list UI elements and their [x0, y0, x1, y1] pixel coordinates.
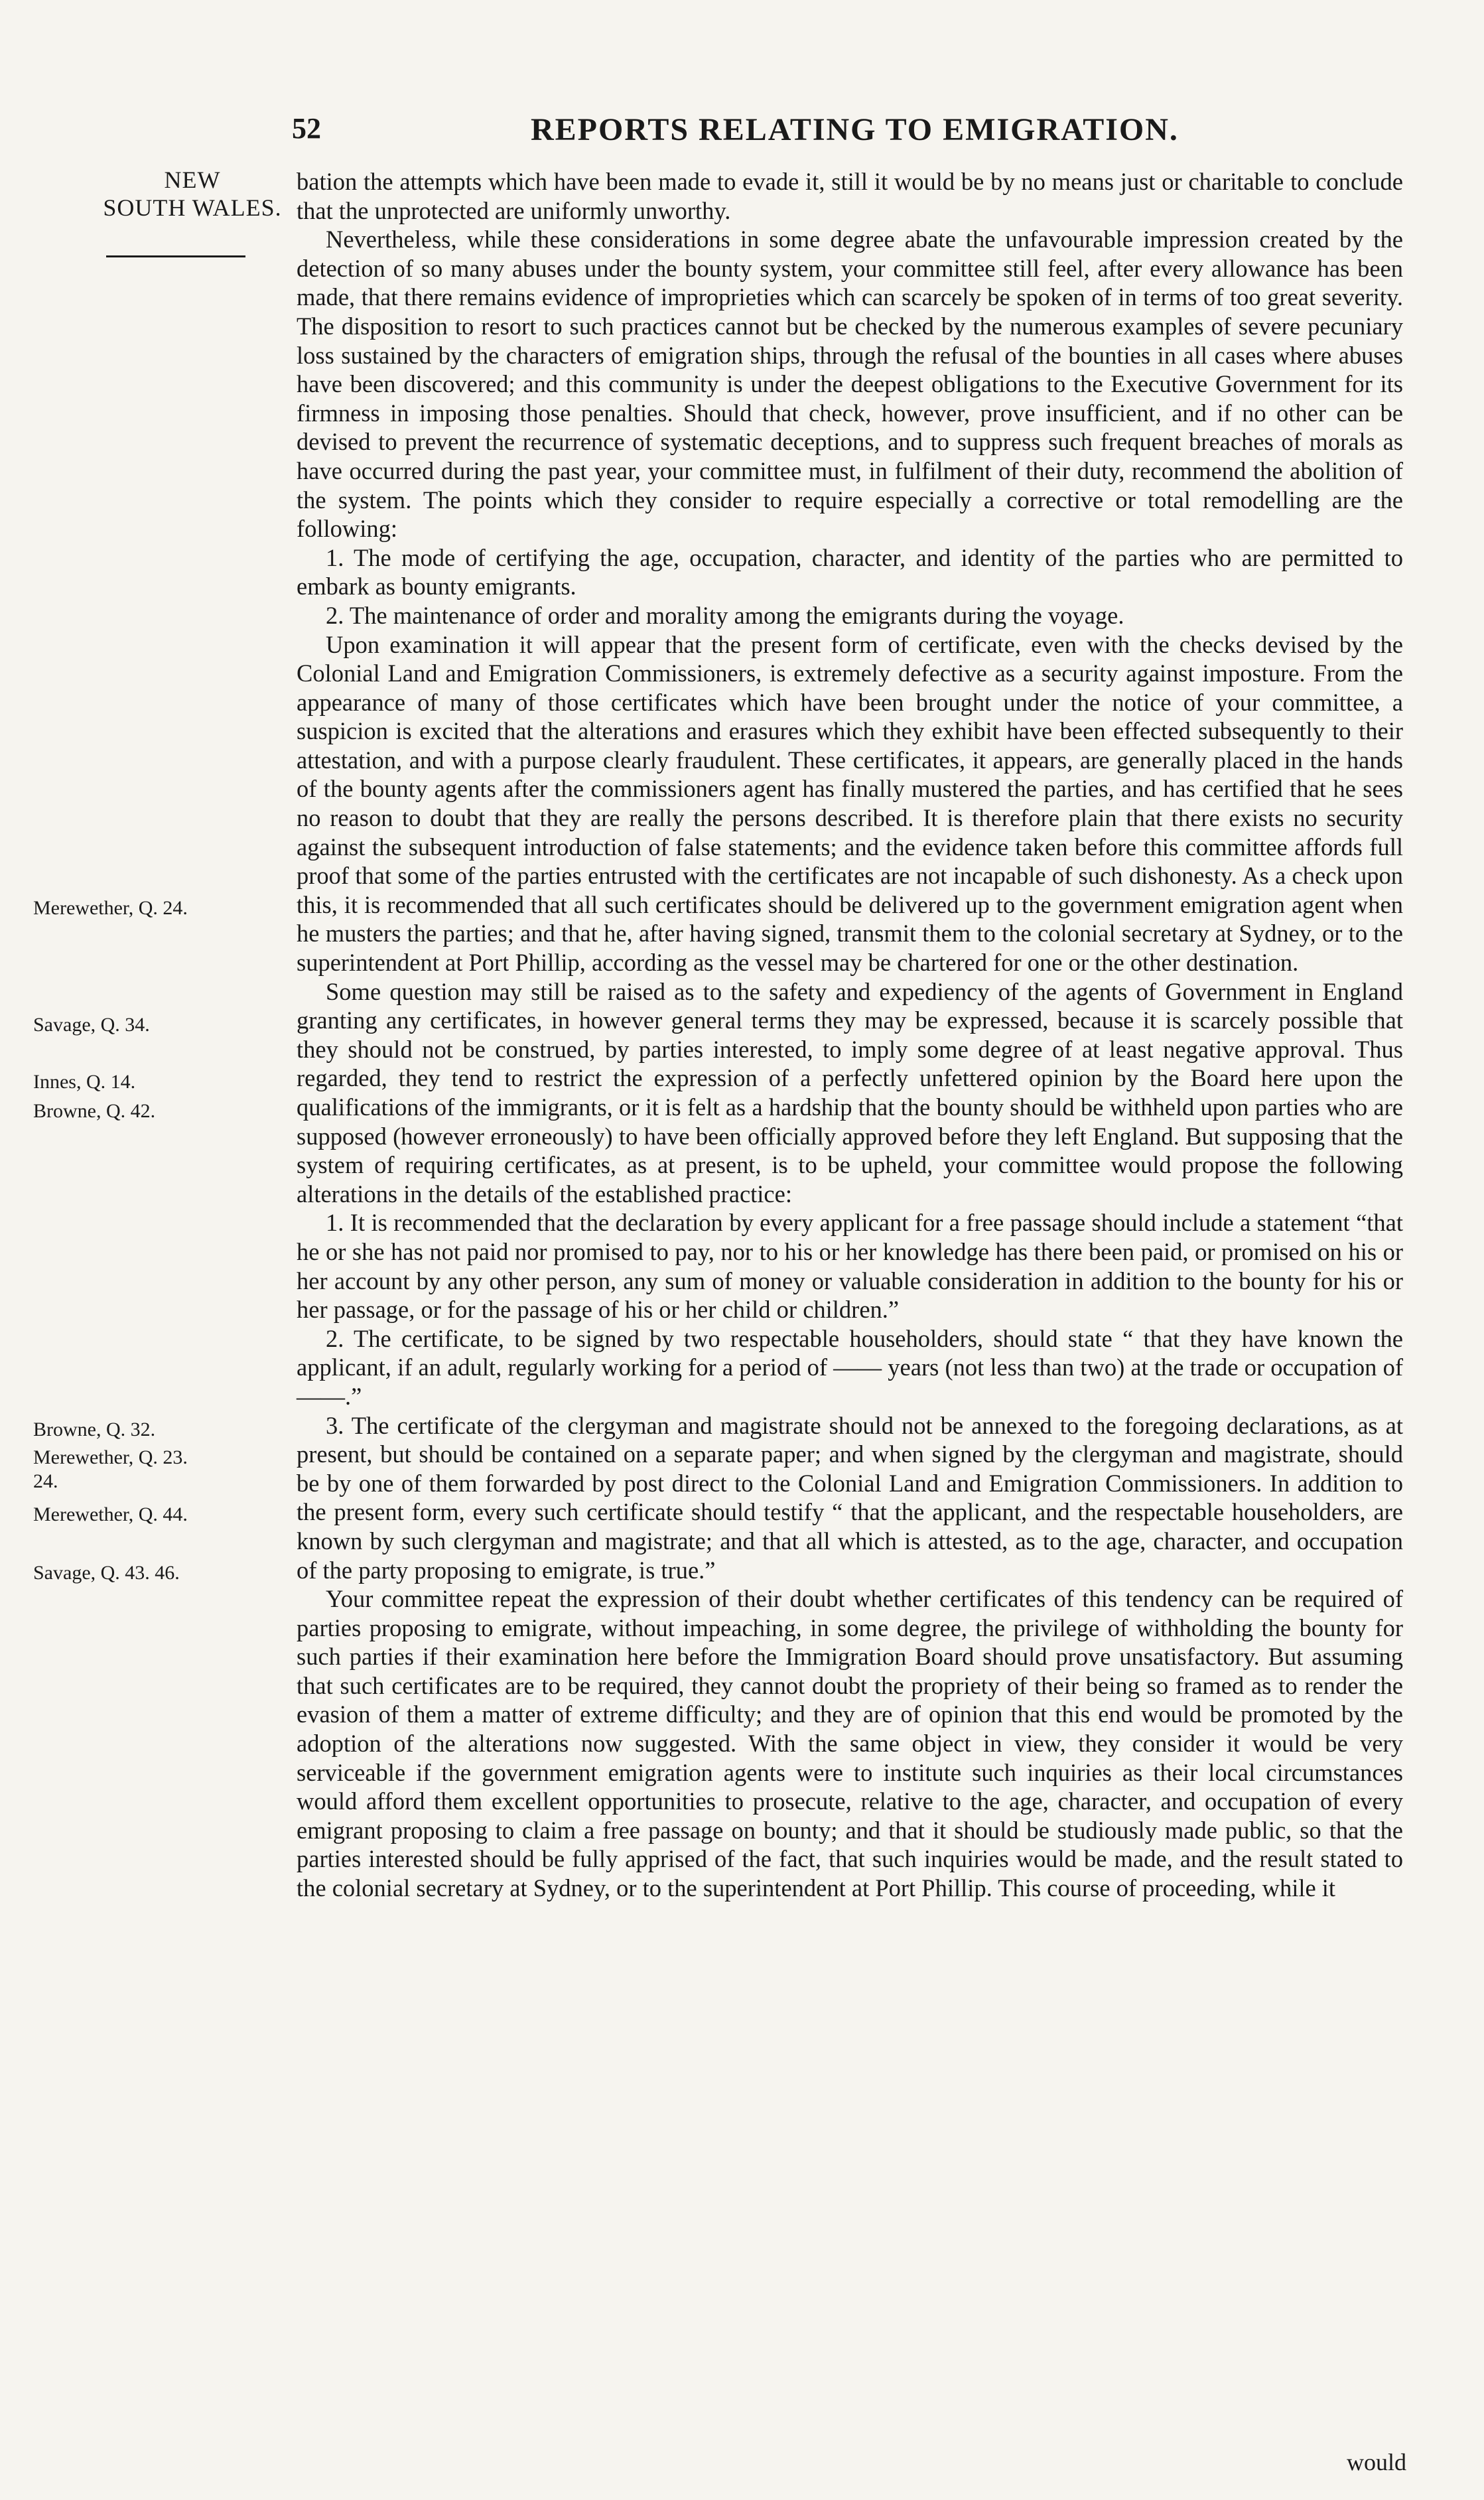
paragraph: Nevertheless, while these considerations in some degree abate the unfavourable impression created by the detection of so many abuses under the bounty system, your committee still feel, after every allowance has been made, that there remains evidence of improprieties which can scarcely be spoken of in terms of too great severity. The disposition to resort to such practices cannot but be checked by the numerous examples of severe pecuniary loss sustained by the characters of emigration ships, through the refusal of the bounties in all cases where abuses have been discovered; and this community is under the deepest obligations to the Executive Government for its firmness in imposing those penalties. Should that check, however, prove insufficient, and if no other can be devised to prevent the recurrence of systematic deceptions, and to suppress such frequent breaches of morals as have occurred during the past year, your committee must, in fulfilment of their duty, recommend the abolition of the system. The points which they consider to require especially a corrective or total remodelling are the following: [297, 226, 1403, 543]
catchword: would [1347, 2449, 1406, 2475]
region-label-line-2: SOUTH WALES. [103, 194, 282, 221]
paragraph: 1. It is recommended that the declaration by every applicant for a free passage should include a statement “that he or she has not paid nor promised to pay, nor to his or her knowledge has there been paid, or promised on his or her account by any other person, any sum of money or valuable consideration in addition to the bounty for his or her passage, or for the passage of his or her child or children.” [297, 1209, 1403, 1324]
region-label [93, 166, 292, 222]
paragraph: Your committee repeat the expression of their doubt whether certificates of this tendency can be required of parties proposing to emigrate, without impeaching, in some degree, the privilege of withholding the bounty for such parties if their examination here before the Immigration Board should prove unsatisfactory. But assuming that such certificates are to be required, they cannot doubt the propriety of their being so framed as to render the evasion of them a matter of extreme difficulty; and they are of opinion that this end would be promoted by the adoption of the alterations now suggested. With the same object in view, they consider it would be very serviceable if the government emigration agents were to institute such inquiries as their local circumstances would afford them excellent opportunities to prosecute, relative to the age, character, and occupation of every emigrant proposing to claim a free passage on bounty; and that it should be studiously made public, so that the parties interested should be fully apprised of the fact, that such inquiries would be made, and the result stated to the colonial secretary at Sydney, or to the superintendent at Port Phillip. This course of proceeding, while it [297, 1585, 1403, 1902]
paragraph: 2. The certificate, to be signed by two respectable householders, should state “ that they have known the applicant, if an adult, regularly working for a period of —— years (not less than two) at the trade or occupation of ——.” [297, 1324, 1403, 1410]
margin-note: Merewether, Q. 23. [33, 1446, 188, 1468]
margin-note: Browne, Q. 42. [33, 1100, 156, 1122]
paragraph: Upon examination it will appear that the present form of certificate, even with the checks devised by the Colonial Land and Emigration Commissioners, is extremely defective as a security against imposture. From the appearance of many of those certificates which have been brought under the notice of your committee, a suspicion is excited that the alterations and erasures which they exhibit have been effected subsequently to their attestation, and with a purpose clearly fraudulent. These certificates, it appears, are generally placed in the hands of the bounty agents after the commissioners agent has finally mustered the parties, and has certified that he sees no reason to doubt that they are really the persons described. It is therefore plain that there exists no security against the subsequent introduction of false statements; and the evidence taken before this committee affords full proof that some of the parties entrusted with the certificates are not incapable of such dishonesty. As a check upon this, it is recommended that all such certificates should be delivered up to the government emigration agent when he musters the parties; and that he, after having signed, transmit them to the colonial secretary at Sydney, or to the superintendent at Port Phillip, according as the vessel may be chartered for one or the other destination. [297, 630, 1403, 977]
margin-note: Merewether, Q. 44. [33, 1503, 188, 1525]
region-label-line-1: NEW [164, 167, 221, 193]
paragraph: 2. The maintenance of order and morality among the emigrants during the voyage. [326, 601, 1124, 629]
paragraph: Some question may still be raised as to the safety and expediency of the agents of Government in England granting any certificates, in however general terms they may be expressed, because it is scarcely possible that they should not be construed, by parties interested, to imply some degree of at least negative approval. Thus regarded, they tend to restrict the expression of a perfectly unfettered opinion by the Board here upon the qualifications of the immigrants, or it is felt as a hardship that the bounty should be withheld upon parties who are supposed (however erroneously) to have been officially approved before they left England. But supposing that the system of requiring certificates, as at present, is to be upheld, your committee would propose the following alterations in the details of the established practice: [297, 977, 1403, 1208]
paragraph: bation the attempts which have been made to evade it, still it would be by no means just or charitable to conclude that the unprotected are uniformly unworthy. [297, 168, 1403, 224]
page-header [292, 111, 1400, 158]
running-title: REPORTS RELATING TO EMIGRATION. [531, 112, 1179, 147]
region-rule-divider [106, 255, 245, 257]
paragraph: 1. The mode of certifying the age, occupation, character, and identity of the parties who are permitted to embark as bounty emigrants. [297, 543, 1403, 600]
paragraph: 3. The certificate of the clergyman and magistrate should not be annexed to the foregoing declarations, as at present, but should be contained on a separate paper; and when signed by the clergyman and magistrate, should be by one of them forwarded by post direct to the Colonial Land and Emigration Commissioners. In addition to the present form, every such certificate should testify “ that the applicant, and the respectable householders, are known by such clergyman and magistrate; and that all which is attested, as to the age, character, and occupation of the party proposing to emigrate, is true.” [297, 1411, 1403, 1584]
body-text [297, 167, 1403, 1903]
margin-note: Innes, Q. 14. [33, 1071, 136, 1093]
margin-note: 24. [33, 1470, 58, 1492]
page-number: 52 [292, 112, 321, 145]
margin-note: Merewether, Q. 24. [33, 897, 188, 919]
margin-note: Savage, Q. 43. 46. [33, 1562, 180, 1584]
margin-note: Savage, Q. 34. [33, 1014, 150, 1036]
margin-note: Browne, Q. 32. [33, 1419, 156, 1440]
